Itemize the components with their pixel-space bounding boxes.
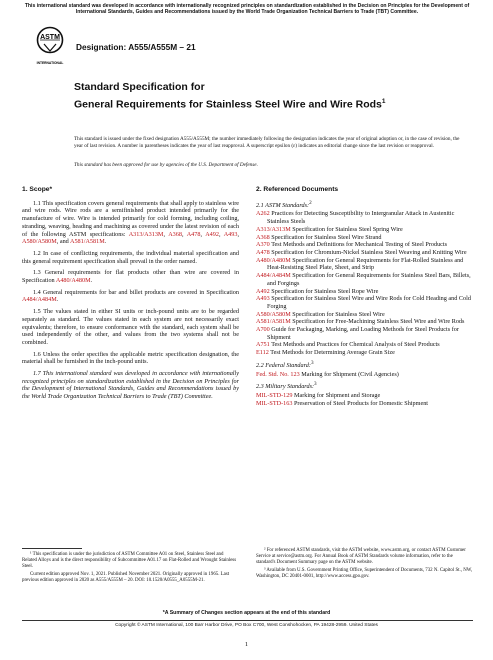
astm-reference-title: Specification for Chromium-Nickel Stainless Steel Weaving and Knitting Wire (271, 248, 467, 256)
astm-reference-title: Specification for Free-Machining Stainless Steel Wire and Wire Rods (292, 318, 465, 326)
title-line-2 (74, 95, 474, 112)
military-reference-item (256, 392, 473, 400)
astm-reference-title: Test Methods for Determining Average Grain Size (270, 349, 395, 357)
section-heading-referenced-documents: 2. Referenced Documents (256, 186, 339, 193)
astm-reference-item (256, 311, 473, 319)
astm-reference-code-link[interactable]: A580/A580M (256, 310, 291, 318)
astm-reference-code-link[interactable]: A262 (256, 210, 270, 218)
astm-standards-label: 2.1 ASTM Standards:$^2$ (256, 199, 312, 209)
astm-reference-title: Specification for Stainless Steel Wire Strand (271, 233, 382, 241)
right-column (256, 186, 473, 407)
and-word: and (59, 238, 69, 246)
copyright-rule (22, 620, 473, 621)
astm-reference-list (256, 210, 473, 356)
paragraph-1-5: 1.5 The values stated in either SI units or inch-pound units are to be regarded separately as standard. The values stated in each system are not necessarily exact equivalents; therefore, to ensure conformance with the standard, each system shall be used independently of the other, and values from the two systems shall not be combined. (22, 308, 239, 346)
astm-reference-item (256, 326, 473, 341)
military-reference-title: Preservation of Steel Products for Domestic Shipment (293, 399, 429, 407)
astm-reference-item (256, 295, 473, 310)
astm-reference-title: Specification for General Requirements for Flat-Rolled Stainless and Heat-Resisting Steel Plate, Sheet, and Strip (267, 256, 464, 272)
summary-of-changes-note: *A Summary of Changes section appears at the end of this standard (162, 610, 331, 616)
footnote-3: ³ Available from U.S. Government Printing Office, Superintendent of Documents, 732 N. Capitol St., NW, Washington, DC 20401-0001, http://www.access.gpo.gov. (256, 567, 473, 579)
footnote-2: ² For referenced ASTM standards, visit the ASTM website, www.astm.org, or contact ASTM Customer Service at service@astm.org. For Annual Book of ASTM Standards volume information, refer to the standard's Document Summary page on the ASTM website. (256, 548, 466, 565)
paragraph-1-3-text: 1.3 General requirements for flat products other than wire are covered in Specification (22, 269, 239, 285)
logo-subtext: INTERNATIONAL (36, 61, 64, 65)
astm-reference-title: Specification for Stainless Steel Wire and Wire Rods for Cold Heading and Cold Forging (267, 295, 471, 310)
astm-reference-code-link[interactable]: A370 (256, 241, 270, 249)
paragraph-1-2: 1.2 In case of conflicting requirements, the individual material specification and this general requirement specification shall prevail in the order named. (22, 249, 239, 265)
paragraph-1-4: 1.4 General requirements for bar and billet products are covered in Specification A484/A484M. (22, 288, 239, 304)
link-a313[interactable]: A313/A313M (128, 230, 164, 238)
astm-reference-title: Specification for Stainless Steel Spring Wire (292, 225, 403, 233)
astm-reference-title: Guide for Packaging, Marking, and Loading Methods for Steel Products for Shipment (267, 326, 459, 341)
issued-statement: This standard is issued under the fixed designation A555/A555M; the number immediately following the designation indicates the year of original adoption or, in the case of revision, the year of last revision. A number in parentheses indicates the year of last reapproval. A superscript epsilon (ε) indicates an editorial change since the last revision or reapproval. (74, 136, 460, 149)
astm-reference-title: Test Methods and Practices for Chemical Analysis of Steel Products (271, 341, 440, 349)
astm-reference-item (256, 210, 473, 225)
link-a493[interactable]: A493 (223, 230, 238, 238)
military-reference-title: Marking for Shipment and Storage (293, 392, 381, 400)
link-a368[interactable]: A368 (168, 230, 182, 238)
link-a480[interactable]: A480/A480M (55, 277, 91, 285)
paragraph-1-6: 1.6 Unless the order specifies the applicable metric specification designation, the material shall be furnished in the inch-pound units. (22, 350, 239, 366)
astm-reference-code-link[interactable]: A313/A313M (256, 225, 291, 233)
federal-reference-item (256, 371, 473, 379)
left-column (22, 186, 239, 405)
astm-reference-code-link[interactable]: A480/A480M (256, 256, 291, 264)
paragraph-1-3: 1.3 General requirements for flat products other than wire are covered in Specification A480/A480M. (22, 269, 239, 285)
astm-reference-item (256, 349, 473, 357)
astm-reference-item (256, 288, 473, 296)
footnotes-left (22, 548, 239, 584)
astm-reference-title: Specification for Stainless Steel Rope Wire (271, 287, 379, 295)
military-reference-code-link[interactable]: MIL-STD-163 (256, 399, 293, 407)
link-a492[interactable]: A492 (205, 230, 219, 238)
title-line-1: Standard Specification for (74, 81, 205, 93)
dod-approval: This standard has been approved for use by agencies of the U.S. Department of Defense. (74, 162, 258, 168)
link-a581[interactable]: A581/A581M (69, 238, 105, 246)
astm-reference-title: Test Methods and Definitions for Mechanical Testing of Steel Products (271, 241, 448, 249)
astm-reference-item (256, 257, 473, 272)
astm-reference-code-link[interactable]: A581/A581M (256, 318, 291, 326)
astm-reference-code-link[interactable]: A492 (256, 287, 270, 295)
link-a484[interactable]: A484/A484M (22, 296, 57, 304)
military-reference-list (256, 392, 473, 407)
astm-reference-item (256, 234, 473, 242)
astm-reference-item (256, 318, 473, 326)
astm-reference-title: Specification for General Requirements for Stainless Steel Bars, Billets, and Forgings (267, 272, 471, 287)
astm-reference-code-link[interactable]: A368 (256, 233, 270, 241)
paragraph-1-1-text: 1.1 This specification covers general requirements that shall apply to stainless wire and wire rods. Wire rods are a semifinished product intended primarily for the manufacture of wire. Wire is intended primarily for cold forming, including coiling, stranding, weaving, heading and machining as covered under the latest revision of each of the following ASTM specifications: (22, 199, 239, 238)
astm-logo (36, 26, 64, 72)
logo-text: ASTM (40, 34, 60, 41)
footnote-1: ¹ This specification is under the jurisdiction of ASTM Committee A01 on Steel, Stainless Steel and Related Alloys and is the direct responsibility of Subcommittee A01.17 on Flat-Rolled and Wrought Stainless Steel. (22, 552, 237, 569)
astm-reference-code-link[interactable]: A484/A484M (256, 272, 291, 280)
military-reference-code-link[interactable]: MIL-STD-129 (256, 392, 293, 400)
military-standards-label: 2.3 Military Standards:$^3$ (256, 381, 317, 391)
paragraph-1-1: 1.1 This specification covers general requirements that shall apply to stainless wire and wire rods. Wire rods are a semifinished product intended primarily for the manufacture of wire. Wire is intended primarily for cold forming, including coiling, stranding, weaving, heading and machining as covered under the latest revision of each of the following ASTM specifications: A313/A313M, A368, A478, A492, A493, A580/A580M, and A581/A581M. (22, 199, 239, 246)
astm-reference-title: Practices for Detecting Susceptibility to Intergranular Attack in Austenitic Stainless Steels (267, 210, 455, 226)
footnote-rule (22, 548, 82, 549)
page-number: 1 (244, 641, 249, 648)
title-text: General Requirements for Stainless Steel Wire and Wire Rods (74, 98, 382, 111)
astm-reference-code-link[interactable]: A700 (256, 326, 270, 334)
astm-reference-code-link[interactable]: E112 (256, 349, 269, 357)
astm-reference-item (256, 272, 473, 287)
astm-reference-item (256, 249, 473, 257)
link-a478[interactable]: A478 (186, 230, 201, 238)
wto-notice: This international standard was developed in accordance with internationally recognized principles on standardization established in the Decision on Principles for the Development of International Standards, Guides and Recommendations issued by the World Trade Organization Technical Barriers to Trade (TBT) Committee. (24, 3, 470, 16)
astm-reference-code-link[interactable]: A751 (256, 341, 270, 349)
federal-reference-code-link[interactable]: Fed. Std. No. 123 (256, 370, 300, 378)
link-a580[interactable]: A580/A580M (22, 238, 57, 246)
section-heading-scope: 1. Scope* (22, 186, 53, 193)
astm-reference-title: Specification for Stainless Steel Wire (292, 310, 385, 318)
federal-standard-label: 2.2 Federal Standard:$^3$ (256, 359, 314, 369)
footnote-1-edition: Current edition approved Nov. 1, 2021. Published November 2021. Originally approved in 1965. Last previous edition approved in 2020 as A555/A555M – 20. DOI: 10.1520/A0555_A0555M-21. (22, 571, 230, 583)
astm-reference-item (256, 226, 473, 234)
federal-reference-title: Marking for Shipment (Civil Agencies) (301, 370, 399, 378)
military-reference-item (256, 400, 473, 408)
paragraph-1-7: 1.7 This international standard was developed in accordance with internationally recognized principles on standardization established in the Decision on Principles for the Development of International Standards, Guides and Recommendations issued by the World Trade Organization Technical Barriers to Trade (TBT) Committee. (22, 370, 239, 401)
title-footnote-mark: 1 (381, 98, 386, 105)
copyright-line: Copyright © ASTM International, 100 Barr Harbor Drive, PO Box C700, West Conshohocken, PA 19428-2959. United States (115, 623, 378, 628)
astm-reference-item (256, 341, 473, 349)
paragraph-1-4-text: 1.4 General requirements for bar and billet products are covered in Specification (33, 288, 239, 296)
astm-reference-code-link[interactable]: A478 (256, 248, 270, 256)
astm-reference-code-link[interactable]: A493 (256, 295, 270, 303)
footnotes-right (256, 548, 473, 580)
astm-reference-item (256, 241, 473, 249)
designation: Designation: A555/A555M – 21 (76, 42, 196, 52)
federal-reference-list (256, 371, 473, 379)
